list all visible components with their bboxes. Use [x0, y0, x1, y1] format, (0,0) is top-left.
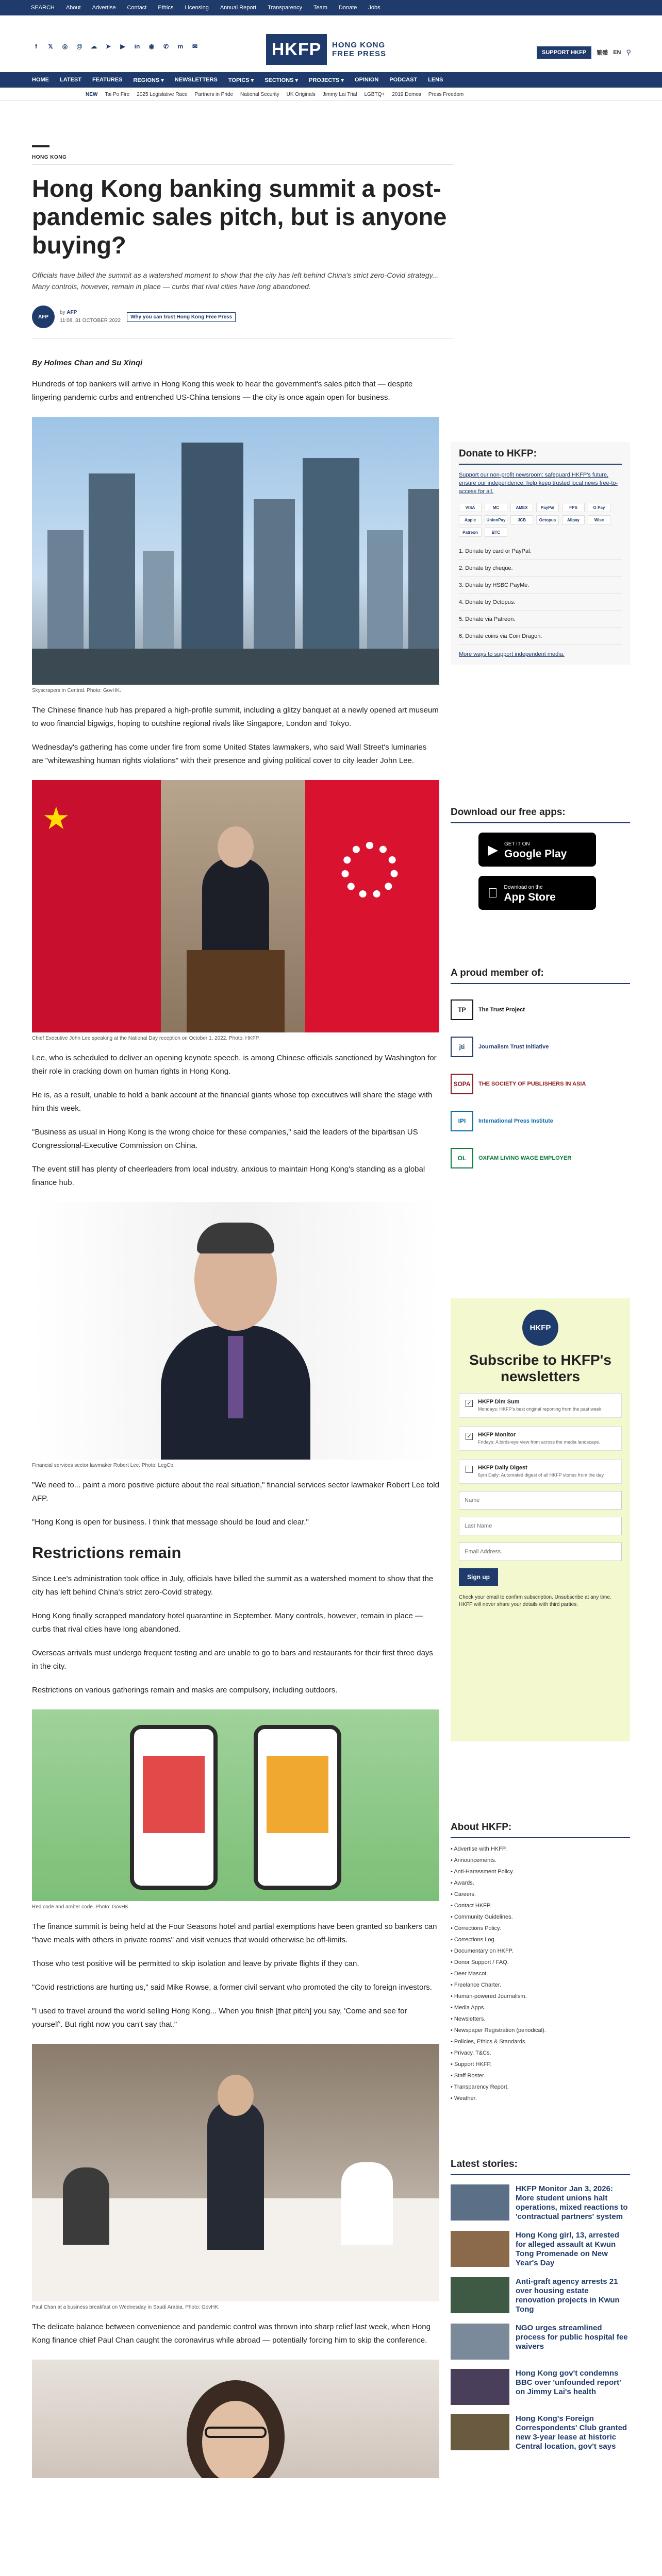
- story-thumbnail[interactable]: [451, 2184, 509, 2221]
- member-org-logo-icon: jti: [451, 1037, 473, 1057]
- nav-item-regions[interactable]: REGIONS ▾: [133, 77, 164, 83]
- about-bullet-icon: •: [451, 1971, 454, 1977]
- about-link[interactable]: [451, 2093, 630, 2104]
- about-link-label: Policies, Ethics & Standards.: [454, 2039, 527, 2045]
- photo-caption: Chief Executive John Lee speaking at the National Day reception on October 1, 2022. Photo: HKFP.: [32, 1036, 260, 1041]
- about-bullet-icon: •: [451, 2050, 454, 2056]
- threads-icon[interactable]: @: [76, 43, 82, 50]
- nav-item-projects[interactable]: PROJECTS ▾: [309, 77, 344, 83]
- trending-link-press-freedom[interactable]: Press Freedom: [428, 91, 464, 97]
- member-org-logo-icon: TP: [451, 999, 473, 1020]
- whatsapp-icon[interactable]: ✆: [163, 43, 169, 50]
- about-bullet-icon: •: [451, 2005, 454, 2011]
- instagram-icon[interactable]: ◎: [62, 43, 68, 50]
- nav-item-lens[interactable]: LENS: [428, 77, 443, 83]
- payment-icon-mc: MC: [485, 503, 507, 512]
- newsletter-description: Fridays: A birds-eye view from across the media landscape.: [478, 1439, 601, 1445]
- member-org[interactable]: [451, 1110, 630, 1132]
- member-org[interactable]: [451, 1073, 630, 1095]
- about-link[interactable]: [451, 2070, 630, 2081]
- paragraph: The event still has plenty of cheerleaders from local industry, anxious to maintain Hong Kong's standing as a global finance hub.: [32, 1165, 425, 1187]
- about-link[interactable]: [451, 2025, 630, 2036]
- photo-caption: Paul Chan at a business breakfast on Wednesday in Saudi Arabia. Photo: GovHK.: [32, 2304, 220, 2310]
- byline: [32, 306, 454, 328]
- nav-item-podcast[interactable]: PODCAST: [389, 77, 418, 83]
- latest-story[interactable]: [451, 2324, 630, 2360]
- about-bullet-icon: •: [451, 1846, 454, 1852]
- trending-nav: [0, 88, 662, 101]
- portrait-photo: [32, 1202, 439, 1460]
- about-bullet-icon: •: [451, 1857, 454, 1863]
- about-bullet-icon: •: [451, 1993, 454, 1999]
- trending-link-uk-originals[interactable]: UK Originals: [286, 91, 316, 97]
- about-bullet-icon: •: [451, 1914, 454, 1920]
- member-org-logo-icon: IPI: [451, 1111, 473, 1131]
- paragraph: Lee, who is scheduled to deliver an opening keynote speech, is among Chinese officials sanctioned by Washington for their role in cracking down on human rights in Hong Kong.: [32, 1054, 437, 1076]
- paragraph: Since Lee's administration took office in July, officials have billed the summit as a watershed moment to show that the city has left behind China's strict zero-Covid strategy.: [32, 1574, 434, 1597]
- about-bullet-icon: •: [451, 1948, 454, 1954]
- article-category[interactable]: HONG KONG: [32, 155, 67, 160]
- about-link-label: Contact HKFP.: [454, 1903, 491, 1909]
- article-standfirst: Officials have billed the summit as a watershed moment to show that the city has left behind China's strict zero-Covid strategy... Many controls, however, remain in place — curbs that rival cities have long abandoned.: [32, 271, 439, 291]
- byline-by: by: [60, 310, 65, 315]
- apple-icon: [488, 885, 498, 901]
- newsletter-name: HKFP Daily Digest: [478, 1465, 527, 1471]
- trending-link-jimmy-lai-trial[interactable]: Jimmy Lai Trial: [322, 91, 357, 97]
- utility-link-transparency[interactable]: Transparency: [268, 5, 302, 11]
- story-headline[interactable]: Anti-graft agency arrests 21 over housing estate renovation projects in Kwun Tong: [516, 2277, 620, 2314]
- utility-link-ethics[interactable]: Ethics: [158, 5, 174, 11]
- utility-link-about[interactable]: About: [65, 5, 81, 11]
- trending-link-partners-in-pride[interactable]: Partners in Pride: [194, 91, 234, 97]
- divider: [32, 338, 454, 339]
- youtube-icon[interactable]: ▶: [120, 43, 125, 50]
- figure-portrait: [32, 1202, 439, 1468]
- bluesky-icon[interactable]: ☁: [91, 43, 97, 50]
- newsletter-description: 6pm Daily: Automated digest of all HKFP stories from the day.: [478, 1472, 605, 1478]
- ceremony-photo: ★: [32, 780, 439, 1032]
- site-logo[interactable]: [266, 34, 396, 65]
- apps-widget: [451, 807, 630, 910]
- payment-icon-btc: BTC: [485, 528, 507, 537]
- trending-link-lgbtq[interactable]: LGBTQ+: [364, 91, 385, 97]
- about-link-label: Newspaper Registration (periodical).: [454, 2027, 546, 2033]
- about-bullet-icon: •: [451, 1891, 454, 1897]
- facebook-icon[interactable]: f: [35, 43, 37, 50]
- about-link[interactable]: [451, 1843, 630, 1855]
- utility-link-licensing[interactable]: Licensing: [185, 5, 209, 11]
- linkedin-icon[interactable]: in: [134, 43, 140, 50]
- newsletter-checkbox[interactable]: [466, 1466, 473, 1473]
- payment-icon-fps: FPS: [562, 503, 585, 512]
- last-name-field[interactable]: [459, 1517, 622, 1535]
- nav-item-features[interactable]: FEATURES: [92, 77, 123, 83]
- paragraph: He is, as a result, unable to hold a bank account at the financial giants whose top executives will share the stage with him this week.: [32, 1091, 433, 1113]
- donate-option[interactable]: 5. Donate via Patreon.: [459, 611, 622, 628]
- paragraph: "Covid restrictions are hurting us," said Mike Rowse, a former civil servant who promoted the city to foreign investors.: [32, 1983, 432, 1992]
- paragraph: Restrictions on various gatherings remain and masks are compulsory, including outdoors.: [32, 1686, 338, 1694]
- social-links: [32, 42, 199, 50]
- story-headline[interactable]: Hong Kong girl, 13, arrested for alleged assault at Kwun Tong Promenade on New Year's Day: [516, 2231, 619, 2267]
- about-link[interactable]: [451, 1979, 630, 1991]
- newsletter-option[interactable]: [459, 1426, 622, 1451]
- member-org-name: Journalism Trust Initiative: [478, 1043, 549, 1050]
- paragraph: "Business as usual in Hong Kong is the wrong choice for these companies," said the leaders of the bipartisan US Congressional-Executive Commission on China.: [32, 1128, 418, 1150]
- trending-link-national-security[interactable]: National Security: [240, 91, 279, 97]
- paragraph: Overseas arrivals must undergo frequent testing and are unable to go to bars and restaurants for their first three days in the city.: [32, 1649, 433, 1671]
- google-play-badge[interactable]: [478, 833, 596, 867]
- payment-icon-amex: AMEX: [510, 503, 533, 512]
- payment-icon-paypal: PayPal: [536, 503, 559, 512]
- newsletter-name: HKFP Monitor: [478, 1432, 516, 1438]
- about-link[interactable]: [451, 2047, 630, 2059]
- logo-line-2: FREE PRESS: [332, 49, 387, 58]
- about-link-label: Donor Support / FAQ.: [454, 1959, 509, 1965]
- divider: [32, 164, 454, 165]
- about-bullet-icon: •: [451, 1959, 454, 1965]
- about-link-label: Careers.: [454, 1891, 476, 1897]
- newsletter-note: Check your email to confirm subscription. Unsubscribe at any time. HKFP will never share your details with third parties.: [459, 1595, 611, 1607]
- support-hkfp-button[interactable]: SUPPORT HKFP: [537, 46, 591, 59]
- payment-icon-unionpay: UnionPay: [485, 515, 507, 524]
- article-title: Hong Kong banking summit a post-pandemic sales pitch, but is anyone buying?: [32, 175, 447, 259]
- more-ways-link[interactable]: More ways to support independent media.: [459, 651, 565, 657]
- payment-icon-visa: VISA: [459, 503, 482, 512]
- about-link-label: Media Apps.: [454, 2005, 486, 2011]
- donate-title: Donate to HKFP:: [459, 448, 622, 465]
- logo-mark: HKFP: [266, 34, 327, 65]
- utility-link-team[interactable]: Team: [313, 5, 327, 11]
- utility-link-donate[interactable]: Donate: [338, 5, 357, 11]
- about-link-label: Anti-Harassment Policy.: [454, 1869, 514, 1875]
- latest-widget: [451, 2159, 630, 2451]
- about-link[interactable]: [451, 2036, 630, 2047]
- paragraph: "I used to travel around the world selling Hong Kong... When you finish [that pitch] you say, 'Come and see for yourself'. But right now you can't say that.": [32, 2007, 407, 2029]
- figure-woman: [32, 2360, 439, 2478]
- about-bullet-icon: •: [451, 1937, 454, 1943]
- nav-item-latest[interactable]: LATEST: [60, 77, 81, 83]
- about-link[interactable]: [451, 2013, 630, 2025]
- utility-link-annual-report[interactable]: Annual Report: [220, 5, 257, 11]
- newsletter-title: Subscribe to HKFP's newsletters: [469, 1352, 611, 1384]
- about-link[interactable]: [451, 1968, 630, 1979]
- newsletter-checkbox[interactable]: ✓: [466, 1433, 473, 1440]
- donate-support-link[interactable]: Support our non-profit newsroom: safeguard HKFP's future, ensure our independence, help keep trusted local news free-to-access for all.: [459, 472, 618, 495]
- newsletter-name: HKFP Dim Sum: [478, 1399, 520, 1405]
- photo-caption: Skyscrapers in Central. Photo: GovHK.: [32, 688, 121, 693]
- newsletter-widget: [451, 1298, 630, 1741]
- payment-icon-octopus: Octopus: [536, 515, 559, 524]
- newsletter-option[interactable]: [459, 1459, 622, 1484]
- site-header: [0, 15, 662, 72]
- google-play-big: Google Play: [504, 848, 567, 860]
- about-bullet-icon: •: [451, 2027, 454, 2033]
- paragraph: Hong Kong finally scrapped mandatory hotel quarantine in September. Many controls, however, remain in place — curbs that rival cities have long abandoned.: [32, 1612, 423, 1634]
- payment-icon-patreon: Patreon: [459, 528, 482, 537]
- about-link[interactable]: [451, 1900, 630, 1911]
- figure-phones: [32, 1709, 439, 1910]
- figure-skyline: [32, 417, 439, 693]
- x-icon[interactable]: 𝕏: [48, 43, 53, 50]
- latest-story[interactable]: [451, 2184, 630, 2222]
- rss-icon[interactable]: ◉: [148, 43, 155, 50]
- nav-item-topics[interactable]: TOPICS ▾: [228, 77, 254, 83]
- about-bullet-icon: •: [451, 2084, 454, 2090]
- latest-story[interactable]: [451, 2277, 630, 2314]
- figure-ceremony: [32, 780, 439, 1041]
- about-link-label: Community Guidelines.: [454, 1914, 513, 1920]
- nav-item-opinion[interactable]: OPINION: [354, 77, 379, 83]
- apps-title: Download our free apps:: [451, 807, 630, 823]
- paragraph: "Hong Kong is open for business. I think that message should be loud and clear.": [32, 1518, 309, 1527]
- email-icon[interactable]: ✉: [192, 43, 198, 50]
- newsletter-checkbox[interactable]: ✓: [466, 1400, 473, 1407]
- utility-link-advertise[interactable]: Advertise: [92, 5, 116, 11]
- phones-photo: [32, 1709, 439, 1901]
- about-link[interactable]: [451, 1957, 630, 1968]
- utility-link-search[interactable]: SEARCH: [31, 5, 55, 11]
- paragraph: The delicate balance between convenience and pandemic control was thrown into sharp relief last week, when Hong Kong finance chief Paul Chan caught the coronavirus while abroad — potentially forcing him to skip the conference.: [32, 2323, 431, 2345]
- trending-link-2025-legislative-race[interactable]: 2025 Legislative Race: [137, 91, 188, 97]
- trust-link[interactable]: Why you can trust Hong Kong Free Press: [127, 312, 236, 322]
- about-link-label: Deer Mascot.: [454, 1971, 488, 1977]
- utility-link-contact[interactable]: Contact: [127, 5, 147, 11]
- story-thumbnail[interactable]: [451, 2369, 509, 2405]
- about-link-label: Freelance Charter.: [454, 1982, 502, 1988]
- about-bullet-icon: •: [451, 2073, 454, 2079]
- skyline-photo: [32, 417, 439, 685]
- logo-line-1: HONG KONG: [332, 41, 386, 49]
- app-store-badge[interactable]: [478, 876, 596, 910]
- member-org-name: International Press Institute: [478, 1117, 553, 1124]
- paragraph: The Chinese finance hub has prepared a high-profile summit, including a glitzy banquet at a newly opened art museum to woo financial bigwigs, hoping to outshine regional rivals like Singapore, London and Tokyo.: [32, 706, 439, 728]
- search-icon[interactable]: ⚲: [626, 48, 631, 56]
- about-bullet-icon: •: [451, 1903, 454, 1909]
- member-org-logo-icon: OL: [451, 1148, 473, 1168]
- member-title: A proud member of:: [451, 968, 630, 984]
- about-link-label: Awards.: [454, 1880, 474, 1886]
- google-play-icon: ▶: [488, 841, 498, 857]
- about-link-label: Support HKFP.: [454, 2061, 492, 2067]
- latest-story[interactable]: [451, 2369, 630, 2405]
- story-thumbnail[interactable]: [451, 2324, 509, 2360]
- story-thumbnail[interactable]: [451, 2277, 509, 2313]
- section-heading: Restrictions remain: [32, 1544, 181, 1562]
- member-org[interactable]: [451, 998, 630, 1021]
- member-org-name: THE SOCIETY OF PUBLISHERS IN ASIA: [478, 1080, 586, 1087]
- paragraph: Wednesday's gathering has come under fire from some United States lawmakers, who said Wall Street's luminaries are "whitewashing human rights violations" with their presence and giving political cover to city leader John Lee.: [32, 743, 427, 765]
- about-link[interactable]: [451, 1991, 630, 2002]
- email-field[interactable]: [459, 1543, 622, 1561]
- donate-option[interactable]: 6. Donate coins via Coin Dragon.: [459, 628, 622, 645]
- payment-icon-jcb: JCB: [510, 515, 533, 524]
- member-org-name: The Trust Project: [478, 1006, 525, 1013]
- byline-author[interactable]: AFP: [67, 310, 77, 315]
- paragraph: Hundreds of top bankers will arrive in Hong Kong this week to hear the government's sales pitch that — despite lingering pandemic curbs and entrenched US-China tensions — the city is once again open for business.: [32, 380, 413, 402]
- member-widget: [451, 968, 630, 1170]
- latest-story[interactable]: [451, 2231, 630, 2268]
- about-link[interactable]: [451, 1889, 630, 1900]
- about-link-label: Human-powered Journalism.: [454, 1993, 527, 1999]
- app-store-big: App Store: [494, 891, 546, 903]
- google-play-small: GET IT ON: [504, 841, 530, 847]
- about-link[interactable]: [451, 1911, 630, 1923]
- about-bullet-icon: •: [451, 2039, 454, 2045]
- about-widget: [451, 1822, 630, 2104]
- about-link[interactable]: [451, 2002, 630, 2013]
- hkfp-badge: HKFP: [522, 1310, 558, 1346]
- story-headline[interactable]: Hong Kong gov't condemns BBC over 'unfounded report' on Jimmy Lai's health: [516, 2369, 621, 2396]
- member-org-name: OXFAM LIVING WAGE EMPLOYER: [478, 1155, 572, 1161]
- trending-link-2019-demos[interactable]: 2019 Demos: [392, 91, 421, 97]
- about-bullet-icon: •: [451, 1925, 454, 1931]
- donate-option[interactable]: 1. Donate by card or PayPal.: [459, 543, 622, 560]
- about-bullet-icon: •: [451, 2095, 454, 2102]
- main-nav: [0, 72, 662, 88]
- about-link[interactable]: [451, 2059, 630, 2070]
- payment-methods: [459, 503, 622, 537]
- signup-button[interactable]: Sign up: [459, 1568, 498, 1586]
- about-link[interactable]: [451, 1934, 630, 1945]
- story-headline[interactable]: NGO urges streamlined process for public hospital fee waivers: [516, 2324, 628, 2351]
- nav-item-home[interactable]: HOME: [32, 77, 49, 83]
- paragraph: Those who test positive will be permitted to skip isolation and leave by private flights if they can.: [32, 1959, 359, 1968]
- telegram-icon[interactable]: ➤: [105, 43, 111, 50]
- paragraph: The finance summit is being held at the Four Seasons hotel and partial exemptions have been granted so bankers can "have meals with others in private rooms" and visit venues that would otherwise be off-limits.: [32, 1922, 437, 1944]
- about-title: About HKFP:: [451, 1822, 630, 1838]
- donate-widget: [451, 442, 630, 665]
- nav-item-sections[interactable]: SECTIONS ▾: [264, 77, 299, 83]
- about-link-label: Documentary on HKFP.: [454, 1948, 514, 1954]
- newsletter-option[interactable]: [459, 1393, 622, 1418]
- photo-caption: Financial services sector lawmaker Robert Lee. Photo: LegCo.: [32, 1463, 175, 1468]
- about-link-label: Advertise with HKFP.: [454, 1846, 507, 1852]
- trending-new-label: NEW: [86, 91, 98, 97]
- dinner-photo: [32, 2044, 439, 2301]
- donate-option[interactable]: 3. Donate by HSBC PayMe.: [459, 577, 622, 594]
- title-rule: [32, 145, 49, 147]
- author-avatar[interactable]: AFP: [32, 306, 55, 328]
- about-link-label: Announcements.: [454, 1857, 496, 1863]
- about-link-label: Newsletters.: [454, 2016, 486, 2022]
- about-bullet-icon: •: [451, 1880, 454, 1886]
- utility-bar: [0, 0, 662, 15]
- article: [32, 101, 454, 2478]
- article-authors: By Holmes Chan and Su Xinqi: [32, 359, 143, 367]
- lang-english-link[interactable]: EN: [613, 49, 621, 56]
- member-org[interactable]: [451, 1147, 630, 1170]
- about-link-label: Privacy, T&Cs.: [454, 2050, 491, 2056]
- about-link[interactable]: [451, 1855, 630, 1866]
- mastodon-icon[interactable]: m: [177, 43, 184, 50]
- about-link-label: Weather.: [454, 2095, 477, 2102]
- lang-chinese-link[interactable]: 繁體: [597, 50, 608, 56]
- about-link[interactable]: [451, 2081, 630, 2093]
- publish-date: 11:08, 31 OCTOBER 2022: [60, 318, 121, 324]
- about-link[interactable]: [451, 1866, 630, 1877]
- story-thumbnail[interactable]: [451, 2414, 509, 2450]
- payment-icon-apple: Apple: [459, 515, 482, 524]
- utility-link-jobs[interactable]: Jobs: [368, 5, 380, 11]
- photo-caption: Red code and amber code. Photo: GovHK.: [32, 1904, 130, 1910]
- about-link[interactable]: [451, 1923, 630, 1934]
- about-link-label: Corrections Policy.: [454, 1925, 501, 1931]
- latest-story[interactable]: [451, 2414, 630, 2451]
- woman-photo: [32, 2360, 439, 2478]
- nav-item-newsletters[interactable]: NEWSLETTERS: [174, 77, 218, 83]
- donate-option[interactable]: 4. Donate by Octopus.: [459, 594, 622, 611]
- payment-icon-wise: Wise: [588, 515, 610, 524]
- payment-icon-alipay: Alipay: [562, 515, 585, 524]
- newsletter-description: Mondays: HKFP's best original reporting from the past week.: [478, 1406, 603, 1412]
- about-link-label: Corrections Log.: [454, 1937, 496, 1943]
- member-org-logo-icon: SOPA: [451, 1074, 473, 1094]
- story-headline[interactable]: Hong Kong's Foreign Correspondents' Club granted new 3-year lease at historic Central location, gov't says: [516, 2414, 627, 2451]
- about-link-label: Transparency Report.: [454, 2084, 509, 2090]
- about-bullet-icon: •: [451, 1869, 454, 1875]
- about-bullet-icon: •: [451, 1982, 454, 1988]
- about-link-label: Staff Roster.: [454, 2073, 486, 2079]
- app-store-small: Download on the: [494, 885, 533, 890]
- trending-link-tai-po-fire[interactable]: Tai Po Fire: [105, 91, 130, 97]
- story-headline[interactable]: HKFP Monitor Jan 3, 2026: More student unions halt operations, mixed reactions to 'contractual partners' system: [516, 2184, 628, 2221]
- about-link[interactable]: [451, 1877, 630, 1889]
- member-org[interactable]: [451, 1036, 630, 1058]
- paragraph: "We need to... paint a more positive picture about the real situation," financial services sector lawmaker Robert Lee told AFP.: [32, 1481, 439, 1503]
- figure-dinner: [32, 2044, 439, 2310]
- payment-icon-g-pay: G Pay: [588, 503, 610, 512]
- about-link[interactable]: [451, 1945, 630, 1957]
- latest-title: Latest stories:: [451, 2159, 630, 2175]
- about-bullet-icon: •: [451, 2016, 454, 2022]
- story-thumbnail[interactable]: [451, 2231, 509, 2267]
- about-bullet-icon: •: [451, 2061, 454, 2067]
- first-name-field[interactable]: [459, 1491, 622, 1510]
- donate-option[interactable]: 2. Donate by cheque.: [459, 560, 622, 577]
